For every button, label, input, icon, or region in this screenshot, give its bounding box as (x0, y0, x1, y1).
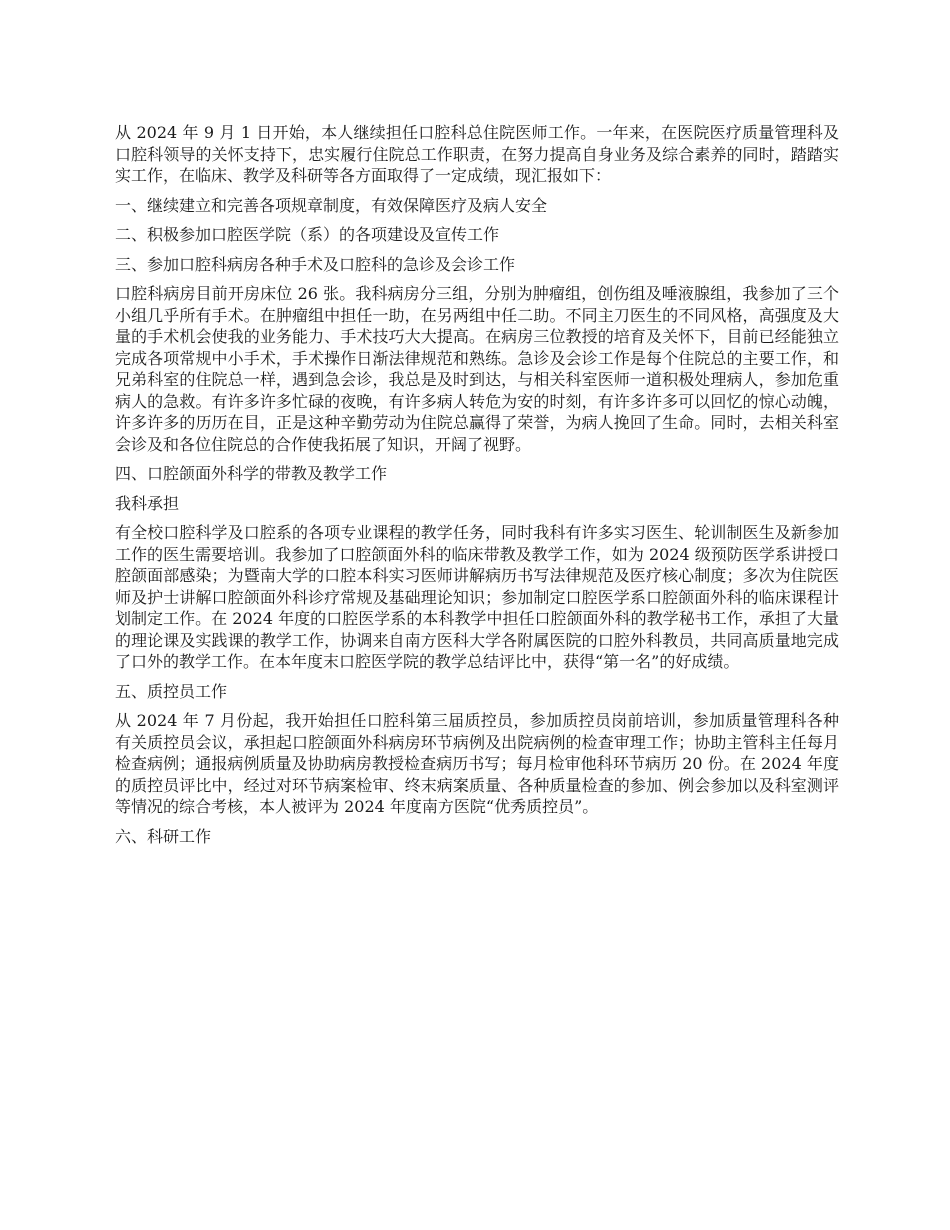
section-heading-5: 五、质控员工作 (115, 681, 228, 701)
section-heading-3: 三、参加口腔科病房各种手术及口腔科的急诊及会诊工作 (115, 254, 516, 274)
section-heading-2: 二、积极参加口腔医学院（系）的各项建设及宣传工作 (115, 225, 500, 244)
surgery-paragraph: 口腔科病房目前开房床位 26 张。我科病房分三组，分别为肿瘤组，创伤组及唾液腺组，我参加了三个小组几乎所有手术。在肿瘤组中担任一助，在另两组中任二助。不同主刀医生的不同风格，高强度及大量的手术机会使我的业务能力、手术技巧大大提高。在病房三位教授的培育及关怀下，目前已经能独立完成各项常规中小手术，手术操作日渐法律规范和熟练。急诊及会诊工作是每个住院总的主要工作，和兄弟科室的住院总一样，遇到急会诊，我总是及时到达，与相关科室医师一道积极处理病人，参加危重病人的急救。有许多许多忙碌的夜晚，有许多病人转危为安的时刻，有许多许多可以回忆的惊心动魄，许多许多的历历在目，正是这种辛勤劳动为住院总赢得了荣誉，为病人挽回了生命。同时，去相关科室会诊及和各位住院总的合作使我拓展了知识，开阔了视野。 (115, 284, 839, 454)
section-heading-1: 一、继续建立和完善各项规章制度，有效保障医疗及病人安全 (115, 195, 548, 215)
intro-paragraph: 从 2024 年 9 月 1 日开始，本人继续担任口腔科总住院医师工作。一年来，在医院医疗质量管理科及口腔科领导的关怀支持下，忠实履行住院总工作职责，在努力提高自身业务及综合素养的同时，踏踏实实工作，在临床、教学及科研等各方面取得了一定成绩，现汇报如下： (115, 123, 839, 185)
document-page (115, 122, 839, 855)
quality-control-paragraph: 从 2024 年 7 月份起，我开始担任口腔科第三届质控员，参加质控员岗前培训，参加质量管理科各种有关质控员会议，承担起口腔颌面外科病房环节病例及出院病例的检查审理工作；协助主管科主任每月检查病例；通报病例质量及协助病房教授检查病历书写；每月检审他科环节病历 20 份。在 2024 年度的质控员评比中，经过对环节病案检审、终末病案质量、各种质量检查的参加、例会参加以及科室测评等情况的综合考核，本人被评为 2024 年度南方医院“优秀质控员”。 (115, 711, 839, 816)
section-heading-4: 四、口腔颌面外科学的带教及教学工作 (115, 464, 388, 483)
section-heading-6: 六、科研工作 (115, 826, 212, 846)
teaching-paragraph: 有全校口腔科学及口腔系的各项专业课程的教学任务，同时我科有许多实习医生、轮训制医生及新参加工作的医生需要培训。我参加了口腔颌面外科的临床带教及教学工作，如为 2024 级预防医学系讲授口腔颌面部感染；为暨南大学的口腔本科实习医师讲解病历书写法律规范及医疗核心制度；多次为住院医师及护士讲解口腔颌面外科诊疗常规及基础理论知识；参加制定口腔医学系口腔颌面外科的临床课程计划制定工作。在 2024 年度的口腔医学系的本科教学中担任口腔颌面外科的教学秘书工作，承担了大量的理论课及实践课的教学工作，协调来自南方医科大学各附属医院的口腔外科教员，共同高质量地完成了口外的教学工作。在本年度末口腔医学院的教学总结评比中，获得“第一名”的好成绩。 (115, 523, 839, 671)
subheading-our-department: 我科承担 (115, 493, 180, 513)
